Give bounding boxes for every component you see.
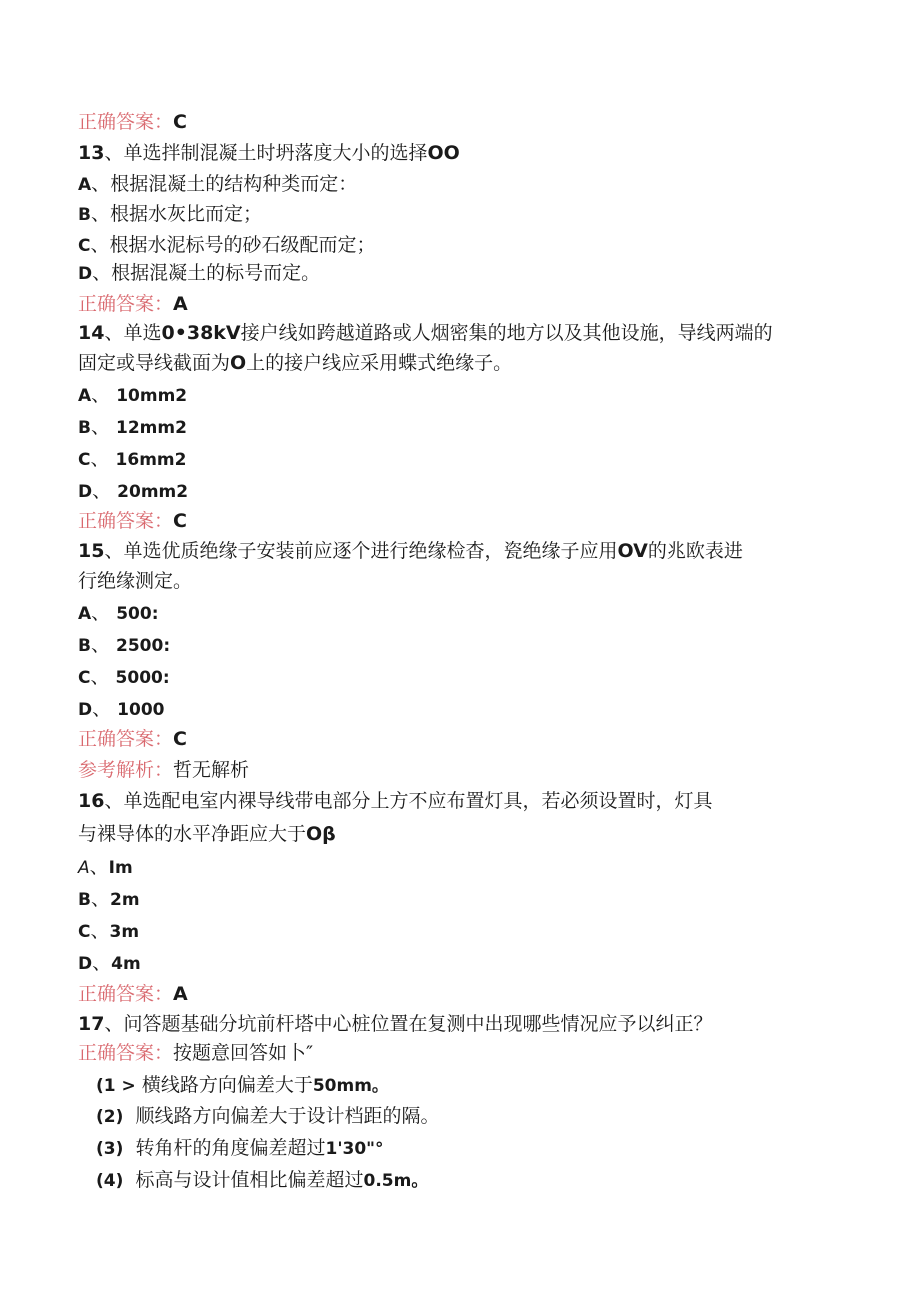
item-text: 横线路方向偏差大于 xyxy=(141,1074,313,1096)
question-text: 固定或导线截面为 xyxy=(78,352,231,374)
blank-mark: O xyxy=(230,352,247,374)
item-value: 0.5m。 xyxy=(363,1171,429,1191)
option-text: 根据混凝土的结构种类而定： xyxy=(110,173,358,195)
question-number: 14 xyxy=(78,322,105,344)
q13-option-c: C、根据水泥标号的砂石级配而定； xyxy=(78,234,376,256)
question-sep: 、 xyxy=(104,142,124,164)
question-text: 单选配电室内裸导线带电部分上方不应布置灯具，若必须设置时，灯具 xyxy=(123,790,713,812)
item-mark: (3) xyxy=(96,1139,124,1159)
question-number: 15 xyxy=(78,540,105,562)
option-text: 20mm2 xyxy=(117,482,189,502)
answer-label: 正确答案： xyxy=(78,1042,174,1064)
option-text: 2500: xyxy=(116,636,171,656)
q13-option-d: D、根据混凝土的标号而定。 xyxy=(78,262,321,284)
option-text: Im xyxy=(108,858,133,878)
option-letter: D xyxy=(78,700,93,720)
q16-answer xyxy=(78,982,188,1006)
answer-value: C xyxy=(173,111,187,133)
answer-label: 正确答案： xyxy=(78,111,174,133)
item-text: 顺线路方向偏差大于设计档距的隔。 xyxy=(135,1105,440,1127)
q17-item-4 xyxy=(96,1168,428,1193)
question-text: 单选拌制混凝土时坍落度大小的选择 xyxy=(123,142,428,164)
question-number: 13 xyxy=(78,142,105,164)
question-sep: 、 xyxy=(104,540,124,562)
q14-option-d: D、 20mm2 xyxy=(78,480,189,502)
option-letter: B xyxy=(78,890,91,910)
question-14 xyxy=(78,321,773,345)
option-letter: A xyxy=(78,175,92,195)
question-text: 接户线如跨越道路或人烟密集的地方以及其他设施，导线两端的 xyxy=(240,322,773,344)
question-tail: Oβ xyxy=(306,823,336,845)
item-mark: (2) xyxy=(96,1107,124,1127)
option-text: 根据水泥标号的砂石级配而定； xyxy=(109,234,376,256)
question-tail: OO xyxy=(427,142,460,164)
option-letter: D xyxy=(78,264,93,284)
option-letter: C xyxy=(78,922,91,942)
q17-answer xyxy=(78,1041,313,1065)
item-mark: (4) xyxy=(96,1171,124,1191)
q15-option-b: B、 2500: xyxy=(78,634,171,656)
q14-option-c: C、 16mm2 xyxy=(78,448,187,470)
option-letter: C xyxy=(78,236,91,256)
question-text: 单选 xyxy=(123,322,162,344)
option-text: 根据水灰比而定； xyxy=(109,203,262,225)
option-text: 3m xyxy=(109,922,140,942)
q16-option-d: D、4m xyxy=(78,952,141,974)
question-16-line-2 xyxy=(78,822,336,846)
q13-option-a: A、根据混凝土的结构种类而定： xyxy=(78,173,358,195)
question-number: 16 xyxy=(78,790,105,812)
option-letter: C xyxy=(78,668,91,688)
q15-option-c: C、 5000: xyxy=(78,666,170,688)
option-letter: C xyxy=(78,450,91,470)
analysis-text: 哲无解析 xyxy=(173,759,250,781)
voltage-value: 0•38kV xyxy=(161,322,241,344)
q14-answer xyxy=(78,509,187,533)
answer-label: 正确答案： xyxy=(78,293,174,315)
item-text: 转角杆的角度偏差超过 xyxy=(135,1137,326,1159)
question-text: 的兆欧表进 xyxy=(647,540,743,562)
answer-value: C xyxy=(173,728,187,750)
answer-label: 正确答案： xyxy=(78,728,174,750)
question-13 xyxy=(78,141,460,165)
option-letter: B xyxy=(78,418,91,438)
question-sep: 、 xyxy=(104,322,124,344)
option-text: 12mm2 xyxy=(116,418,187,438)
item-text: 标高与设计值相比偏差超过 xyxy=(135,1169,364,1191)
option-letter: B xyxy=(78,205,91,225)
item-value: 50mm。 xyxy=(312,1076,389,1096)
question-15 xyxy=(78,539,743,563)
option-text: 5000: xyxy=(115,668,170,688)
answer-value: A xyxy=(173,293,188,315)
answer-value: A xyxy=(173,983,188,1005)
q16-option-c: C、3m xyxy=(78,920,140,942)
q16-option-b: B、2m xyxy=(78,888,140,910)
answer-text: 按题意回答如卜″ xyxy=(173,1042,314,1064)
question-15-line-2 xyxy=(78,569,192,593)
question-sep: 、 xyxy=(104,790,124,812)
option-text: 10mm2 xyxy=(116,386,188,406)
q16-option-a: A、Im xyxy=(78,856,133,878)
option-letter: A xyxy=(78,386,92,406)
question-text: 单选优质绝缘子安装前应逐个进行绝缘检杳，瓷绝缘子应用 xyxy=(123,540,618,562)
option-text: 4m xyxy=(111,954,141,974)
q14-option-b: B、 12mm2 xyxy=(78,416,187,438)
question-text: 问答题基础分坑前杆塔中心桩位置在复测中出现哪些情况应予以纠正？ xyxy=(123,1013,713,1035)
q17-item-3 xyxy=(96,1136,384,1161)
q15-option-d: D、 1000 xyxy=(78,698,165,720)
question-16 xyxy=(78,789,712,813)
q13-answer xyxy=(78,292,188,316)
option-letter: D xyxy=(78,954,93,974)
q15-option-a: A、 500: xyxy=(78,602,159,624)
blank-mark: OV xyxy=(617,540,648,562)
answer-label: 正确答案： xyxy=(78,510,174,532)
option-text: 500: xyxy=(116,604,159,624)
q13-option-b: B、根据水灰比而定； xyxy=(78,203,262,225)
option-text: 1000 xyxy=(117,700,165,720)
option-letter: A xyxy=(78,604,92,624)
analysis-label: 参考解析： xyxy=(78,759,174,781)
q15-answer xyxy=(78,727,187,751)
option-letter: B xyxy=(78,636,91,656)
question-14-line-2 xyxy=(78,351,512,375)
option-letter: A xyxy=(78,858,90,878)
item-mark: (1 > xyxy=(96,1076,136,1096)
option-text: 根据混凝土的标号而定。 xyxy=(111,262,321,284)
answer-value: C xyxy=(173,510,187,532)
q12-answer xyxy=(78,110,187,134)
question-number: 17 xyxy=(78,1013,105,1035)
question-sep: 、 xyxy=(104,1013,124,1035)
option-text: 16mm2 xyxy=(115,450,187,470)
q14-option-a: A、 10mm2 xyxy=(78,384,188,406)
option-text: 2m xyxy=(109,890,140,910)
question-text: 与裸导体的水平净距应大于 xyxy=(78,823,307,845)
q17-item-1 xyxy=(96,1073,389,1098)
question-text: 上的接户线应采用蝶式绝缘子。 xyxy=(246,352,513,374)
question-17 xyxy=(78,1012,712,1036)
answer-label: 正确答案： xyxy=(78,983,174,1005)
option-letter: D xyxy=(78,482,93,502)
item-value: 1'30"° xyxy=(325,1139,384,1159)
q17-item-2 xyxy=(96,1104,439,1129)
q15-analysis xyxy=(78,758,249,782)
question-text: 行绝缘测定。 xyxy=(78,570,193,592)
